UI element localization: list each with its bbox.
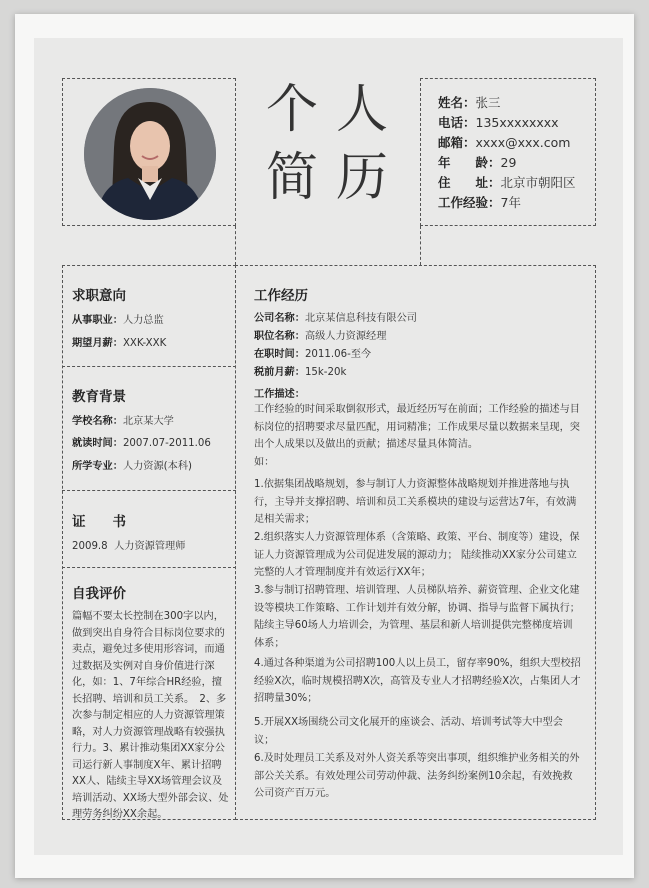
divider-self-eval	[62, 567, 236, 568]
work-job: 职位名称：高级人力资源经理	[254, 331, 387, 342]
work-intro-end: 如：	[254, 457, 275, 468]
page-title-line2: 简历	[266, 148, 407, 208]
work-item-6: 6.及时处理员工关系及对外人资关系等突出事项，组织维护业务相关的外部公关关系。有效处理公司劳动仲裁、法务纠纷案例10余起，有效挽救公司资产百万元。	[254, 753, 580, 800]
education-major: 所学专业：人力资源(本科)	[72, 461, 193, 472]
education-school: 学校名称：北京某大学	[72, 416, 174, 427]
work-item-4: 4.通过各种渠道为公司招聘100人以上员工，留存率90%，组织大型校招经验X次，临时规模招聘X次，高管及专业人才招聘经验X次，占集团人才招聘量30%；	[254, 658, 581, 705]
info-name: 姓名：张三	[438, 95, 501, 110]
certificate-title: 证 书	[72, 514, 126, 530]
work-item-2: 2.组织落实人力资源管理体系（含策略、政策、平台、制度等）建设，保证人力资源管理成为公司促进发展的源动力； 陆续推动XX家分公司建立完整的人才管理制度并有效运行XX年；	[254, 532, 580, 579]
self-eval-text: 篇幅不要太长控制在300字以内，做到突出自身符合目标岗位要求的卖点，避免过多使用形容词，而通过数据及实例对自身价值进行深化，如：1、7年综合HR经验，擅长招聘、培训和员工关系。 2、多次参与制定相应的人力资源管理策略，对人力资源管理战略有较强执行力。3、累计推动集团XX家分公司运行新人事制度X年、累计招聘XX人、陆续主导XX场管理会议及培训活动、XX场大型外部会议、处理劳务纠纷XX余起。	[72, 611, 229, 820]
job-intent-title: 求职意向	[72, 288, 126, 304]
info-address: 住 址：北京市朝阳区	[438, 175, 576, 190]
info-age: 年 龄：29	[438, 155, 517, 170]
work-item-3: 3.参与制订招聘管理、培训管理、人员梯队培养、薪资管理、企业文化建设等模块工作策略、工作计划并有效分解，协调、指导与监督下属执行； 陆续主导60场人力培训会，为管理、基层和新人培训提供完整梯度培训体系；	[254, 585, 580, 649]
work-company: 公司名称：北京某信息科技有限公司	[254, 313, 417, 324]
avatar-portrait-icon	[84, 88, 216, 220]
certificate-item: 2009.8 人力资源管理师	[72, 541, 186, 552]
work-title: 工作经历	[254, 288, 308, 304]
self-eval-title: 自我评价	[72, 586, 126, 602]
work-item-5: 5.开展XX场围绕公司文化展开的座谈会、活动、培训考试等大中型会议；	[254, 717, 563, 746]
job-intent-position: 从事职业：人力总监	[72, 315, 164, 326]
info-email: 邮箱：xxxx@xxx.com	[438, 135, 571, 150]
work-intro: 工作经验的时间采取倒叙形式，最近经历写在前面；工作经验的描述与目标岗位的招聘要求尽量匹配，用词精准；工作成果尽量以数据来呈现，突出个人成果以及做出的贡献；描述尽量具体简洁。	[254, 404, 580, 451]
job-intent-salary: 期望月薪：XXK-XXK	[72, 338, 167, 349]
work-salary: 税前月薪：15k-20k	[254, 367, 347, 378]
divider-education	[62, 366, 236, 367]
work-item-1: 1.依据集团战略规划，参与制订人力资源整体战略规划并推进落地与执行，主导并支撑招聘、培训和员工关系模块的建设与运营达7年，有效满足相关需求；	[254, 479, 577, 526]
connector-left	[235, 226, 236, 265]
page-title-line1: 个人	[266, 80, 407, 140]
divider-certificate	[62, 490, 236, 491]
education-title: 教育背景	[72, 389, 126, 405]
connector-right	[420, 226, 421, 265]
work-time: 在职时间：2011.06-至今	[254, 349, 372, 360]
education-period: 就读时间：2007.07-2011.06	[72, 438, 211, 449]
work-desc-label: 工作描述：	[254, 389, 305, 400]
info-experience: 工作经验：7年	[438, 195, 521, 210]
avatar	[84, 88, 216, 220]
info-phone: 电话：135xxxxxxxx	[438, 115, 559, 130]
